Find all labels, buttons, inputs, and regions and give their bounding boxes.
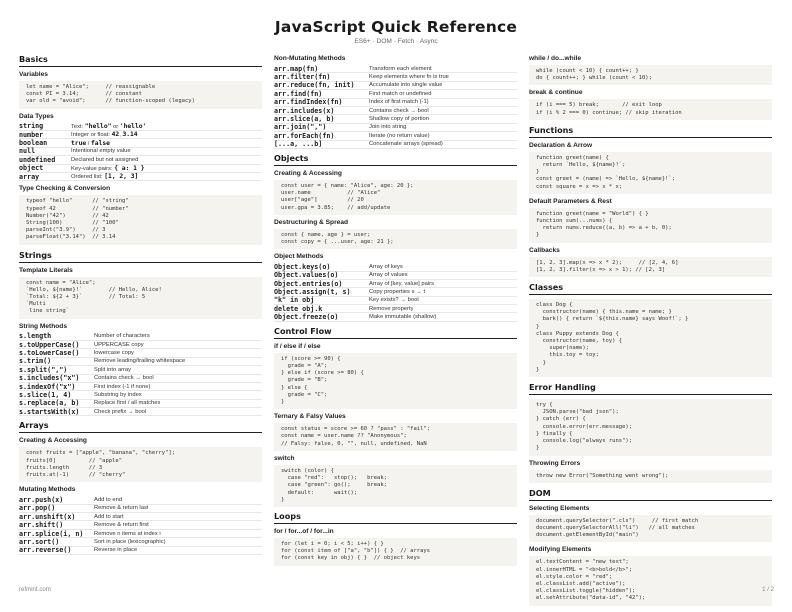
row-key: arr.slice(a, b) [274,115,335,124]
subsection-modifying: Modifying Elements [529,546,592,554]
section-error-handling: Error Handling [529,382,772,395]
row-desc: Keep elements where fn is true [369,74,449,81]
row-desc: Remove & return last [94,505,149,512]
row-key: null [19,147,36,156]
code-type-checking: typeof "hello" // "string" typeof 42 // "number" Number("42") // 42 String(100) // "100" parseInt("3.9") // 3 parseFloat("3.14") // 3.14 [19,195,262,244]
section-objects: Objects [274,153,517,166]
row-desc: Intentional empty value [71,148,131,155]
row-desc: Number of characters [94,333,150,340]
row-desc: Array of values [369,272,408,279]
table-row [19,173,262,181]
section-loops: Loops [274,511,517,524]
row-desc: Array of [key, value] pairs [369,280,434,287]
row-key: undefined [19,155,56,164]
section-basics: Basics [19,54,262,67]
row-desc: Declared but not assigned [71,156,139,163]
subsection-declaration: Declaration & Arrow [529,141,593,149]
column-2 [274,54,517,566]
subsection-ternary: Ternary & Falsy Values [274,413,346,421]
row-desc: Text: "hello" or 'hello' [71,122,147,130]
row-key: s.includes("x") [19,374,80,383]
row-desc: Accumulate into single value [369,82,443,89]
code-template-literals: const name = "Alice"; `Hello, ${name}!` // Hello, Alice! `Total: ${2 + 3}` // Total: 5 `Multi line string` [19,277,262,319]
row-key: [...a, ...b] [274,140,323,149]
code-default-params: function greet(name = "World") { } function sum(...nums) { return nums.reduce((a, b) => a + b, 0); } [529,208,772,243]
row-key: boolean [19,139,48,148]
subsection-while: while / do...while [529,55,582,62]
subsection-default-params: Default Parameters & Rest [529,197,612,205]
row-key: s.indexOf("x") [19,382,76,391]
row-key: arr.includes(x) [274,106,335,115]
object-methods-table [274,263,517,322]
code-callbacks: [1, 2, 3].map(x => x * 2); // [2, 4, 6] [1, 2, 3].filter(x => x > 1); // [2, 3] [529,257,772,277]
subsection-string-methods: String Methods [19,322,67,330]
subsection-non-mutating: Non-Mutating Methods [274,55,346,62]
code-selecting: document.querySelector(".cls") // first match document.querySelectorAll("li") // all matches document.getElementById("main") [529,515,772,543]
row-desc: Split into array [94,366,132,373]
row-desc: Substring by index [94,392,142,398]
row-key: s.toUpperCase() [19,340,80,349]
subsection-type-checking: Type Checking & Conversion [19,185,111,193]
code-obj-creating: const user = { name: "Alice", age: 20 }; user.name // "Alice" user["age"] // 20 user.gpa = 3.85; // add/update [274,180,517,215]
row-desc: Copy properties s → t [369,288,426,295]
non-mutating-table [274,65,517,149]
code-declaration: function greet(name) { return `Hello, ${name}!`; } const greet = (name) => `Hello, ${name}!`; const square = x => x * x; [529,152,772,194]
row-key: s.trim() [19,357,52,366]
row-desc: lowercase copy [94,350,134,357]
row-desc: Ordered list: [1, 2, 3] [71,173,139,181]
row-desc: Replace first / all matches [94,400,161,407]
subsection-callbacks: Callbacks [529,246,560,254]
row-desc: true / false [71,139,110,147]
row-desc: Integer or float: 42, 3.14 [71,131,138,139]
section-dom: DOM [529,488,772,501]
subsection-mutating: Mutating Methods [19,486,76,494]
row-desc: Concatenate arrays (spread) [369,141,443,148]
row-desc: Add to end [94,496,123,503]
row-key: Object.values(o) [274,271,339,280]
subsection-switch: switch [274,454,295,462]
code-break-continue: if (i === 5) break; // exit loop if (i % 2 === 0) continue; // skip iteration [529,99,772,119]
row-key: arr.filter(fn) [274,73,331,82]
page-subtitle: ES6+ · DOM · Fetch · Async [354,38,438,45]
row-desc: Sort in place (lexicographic) [94,538,166,545]
row-desc: Remove n items at index i [94,530,161,537]
table-row [274,141,517,149]
code-creating-accessing: const fruits = ["apple", "banana", "cherry"]; fruits[0] // "apple" fruits.length // 3 fruits.at(-1) // "cherry" [19,447,262,482]
row-desc: Remove property [369,305,414,312]
row-desc: First match or undefined [369,90,432,97]
code-variables: let name = "Alice"; // reassignable const PI = 3.14; // constant var old = "avoid"; // function-scoped (legacy) [19,81,262,109]
row-desc: Array of keys [369,263,403,270]
section-strings: Strings [19,250,262,263]
code-destructuring: const { name, age } = user; const copy = { ...user, age: 21 }; [274,229,517,249]
subsection-data-types: Data Types [19,112,54,120]
code-modifying: el.textContent = "new text"; el.innerHTML = "<b>bold</b>"; el.style.color = "red"; el.classList.add("active"); el.classList.toggle("hidden"); el.setAttribute("data-id", "42"); [529,556,772,605]
subsection-creating-accessing: Creating & Accessing [19,437,87,445]
row-key: Object.keys(o) [274,262,331,271]
row-key: delete obj.k [274,304,323,313]
row-key: array [19,172,40,181]
row-key: arr.findIndex(fn) [274,98,343,107]
row-desc: Make immutable (shallow) [369,314,437,321]
data-types-table [19,123,262,182]
row-key: s.startsWith(x) [19,407,80,416]
column-1 [19,54,262,555]
section-arrays: Arrays [19,420,262,433]
row-key: arr.reverse() [19,546,72,555]
row-desc: Remove leading/trailing whitespace [94,358,186,365]
row-key: Object.entries(o) [274,279,343,288]
code-if-else: if (score >= 90) { grade = "A"; } else if (score >= 80) { grade = "B"; } else { grade = "C"; } [274,353,517,409]
row-desc: Transform each element [369,65,432,72]
table-row [19,547,262,555]
subsection-template-literals: Template Literals [19,266,73,274]
row-desc: Key exists? → bool [369,297,419,304]
row-desc: Key-value pairs: { a: 1 } [71,164,145,172]
code-while: while (count < 10) { count++; } do { count++; } while (count < 10); [529,65,772,85]
row-key: s.slice(1, 4) [19,391,72,400]
row-key: arr.map(fn) [274,64,319,73]
row-key: Object.freeze(o) [274,313,339,322]
row-desc: Shallow copy of portion [369,116,429,123]
subsection-for-loops: for / for...of / for...in [274,527,334,535]
row-key: arr.unshift(x) [19,512,76,521]
code-switch: switch (color) { case "red": stop(); break; case "green": go(); break; default: wait(); } [274,465,517,507]
code-try-catch: try { JSON.parse("bad json"); } catch (err) { console.error(err.message); } finally { console.log("always runs"); } [529,399,772,455]
row-desc: Join into string [369,124,407,131]
row-key: arr.splice(i, n) [19,529,84,538]
row-key: arr.pop() [19,504,56,513]
row-desc: Add to start [94,513,124,520]
table-row [274,313,517,321]
row-desc: Contains check → bool [94,375,154,382]
string-methods-table [19,333,262,417]
row-desc: Index of first match (-1) [369,99,429,106]
row-key: arr.shift() [19,521,64,530]
code-classes: class Dog { constructor(name) { this.name = name; } bark() { return `${this.name} says Woof!`; } } class Puppy extends Dog { constructor(name, toy) { super(name); this.toy = toy; } } [529,299,772,377]
row-key: string [19,122,44,131]
section-functions: Functions [529,125,772,138]
subsection-throwing: Throwing Errors [529,459,581,467]
row-key: arr.forEach(fn) [274,131,335,140]
row-key: object [19,164,44,173]
footer-site: refmint.com [19,586,51,593]
code-throwing: throw new Error("Something went wrong"); [529,470,772,483]
row-key: arr.push(x) [19,496,64,504]
section-control-flow: Control Flow [274,326,517,339]
row-desc: Contains check → bool [369,107,429,114]
table-row [19,408,262,416]
column-3 [529,54,772,606]
subsection-if-else: if / else if / else [274,342,321,350]
subsection-selecting: Selecting Elements [529,504,590,512]
row-key: s.split(",") [19,365,68,374]
row-key: arr.find(fn) [274,89,323,98]
subsection-obj-creating: Creating & Accessing [274,169,342,177]
subsection-variables: Variables [19,71,48,78]
row-key: s.toLowerCase() [19,349,80,358]
subsection-destructuring: Destructuring & Spread [274,218,349,226]
row-key: "k" in obj [274,296,315,305]
row-key: s.length [19,332,52,341]
page-number: 1 / 2 [762,586,774,593]
row-key: arr.reduce(fn, init) [274,81,355,90]
row-key: arr.sort() [19,537,60,546]
subsection-object-methods: Object Methods [274,253,324,261]
section-classes: Classes [529,282,772,295]
row-desc: Remove & return first [94,522,149,529]
code-ternary: const status = score >= 60 ? "pass" : "fail"; const name = user.name ?? "Anonymous"; // Falsy: false, 0, "", null, undefined, NaN [274,423,517,451]
row-key: s.replace(a, b) [19,399,80,408]
row-key: arr.join(",") [274,123,327,132]
row-key: number [19,130,44,139]
row-desc: Iterate (no return value) [369,132,430,139]
row-desc: Reverse in place [94,547,138,554]
mutating-table [19,496,262,555]
page-title: JavaScript Quick Reference [274,18,518,36]
code-for-loops: for (let i = 0; i < 5; i++) { } for (const item of ["a", "b"]) { } // arrays for (const key in obj) { } // object keys [274,538,517,566]
subsection-break-continue: break & continue [529,89,583,97]
row-desc: First index (-1 if none) [94,383,151,390]
row-desc: Check prefix → bool [94,408,147,415]
row-key: Object.assign(t, s) [274,288,351,296]
row-desc: UPPERCASE copy [94,341,144,348]
